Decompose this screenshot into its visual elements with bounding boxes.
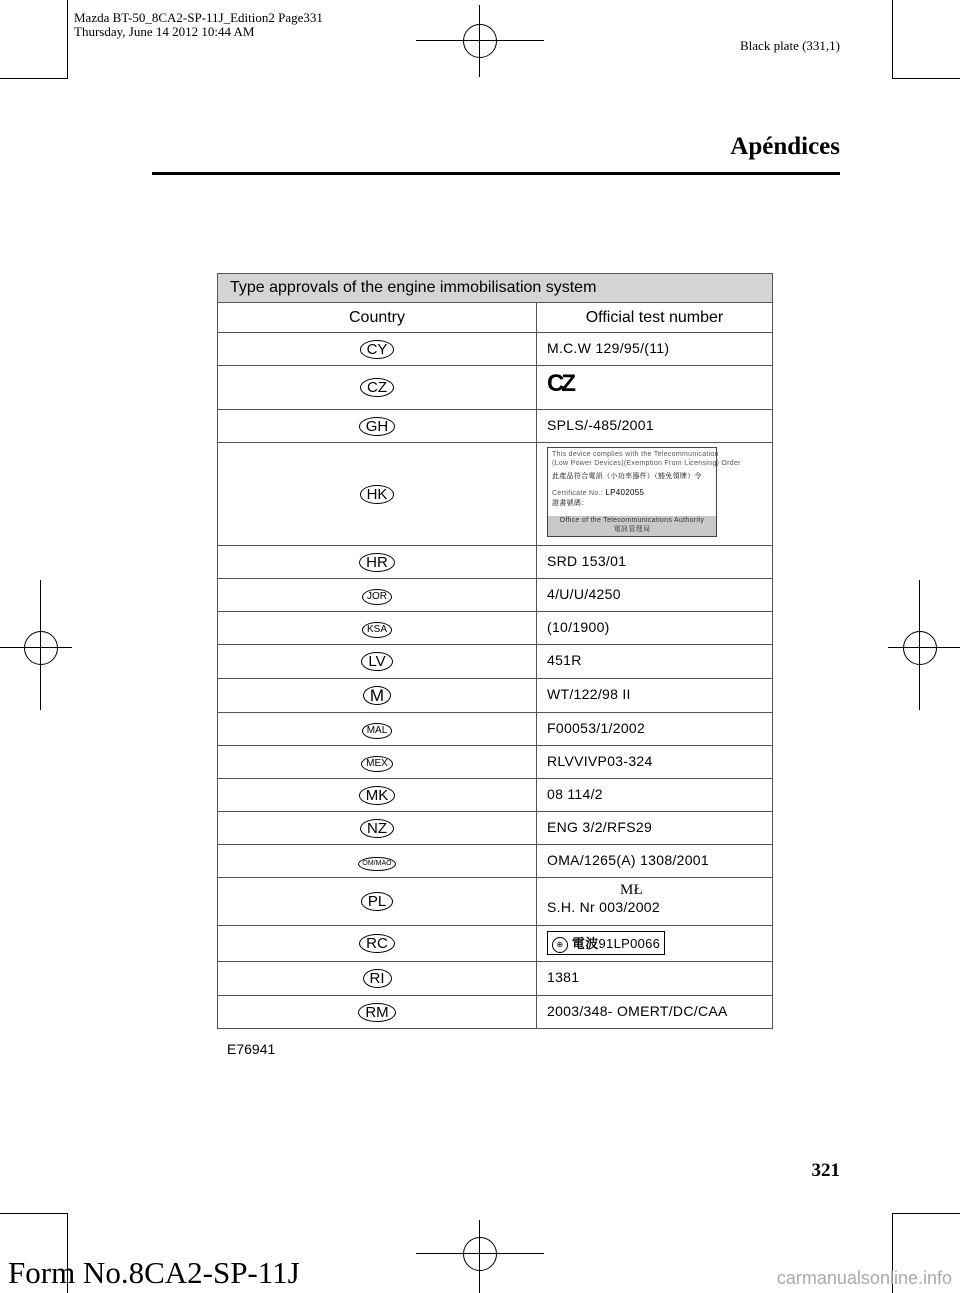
country-code: NZ [360, 819, 394, 838]
column-header-country: Country [218, 303, 537, 333]
table-row [218, 679, 773, 713]
country-code: RI [363, 969, 392, 988]
table-row [218, 996, 773, 1029]
crop-mark [892, 0, 893, 78]
figure-id: E76941 [227, 1041, 276, 1057]
country-code: KSA [362, 622, 392, 638]
test-number: SPLS/-485/2001 [537, 410, 773, 443]
country-code: LV [361, 652, 392, 671]
table-row [218, 713, 773, 746]
seal-icon: ⊕ [552, 937, 568, 953]
test-number: OMA/1265(A) 1308/2001 [537, 845, 773, 878]
registration-circle [463, 24, 497, 58]
test-number: M.C.W 129/95/(11) [537, 333, 773, 366]
country-code: M [363, 686, 391, 705]
print-header-line2: Thursday, June 14 2012 10:44 AM [74, 24, 255, 39]
table-row [218, 546, 773, 579]
country-code: CY [360, 340, 395, 359]
table-row [218, 845, 773, 878]
country-code: RC [359, 934, 395, 953]
crop-mark [892, 1213, 960, 1214]
test-number: F00053/1/2002 [537, 713, 773, 746]
table-row [218, 962, 773, 996]
country-code: MAL [362, 723, 393, 739]
country-code: MK [359, 786, 396, 805]
test-number: 08 114/2 [537, 779, 773, 812]
title-rule [152, 172, 840, 175]
test-number: 2003/348- OMERT/DC/CAA [537, 996, 773, 1029]
test-number: 4/U/U/4250 [537, 579, 773, 612]
table-row [218, 443, 773, 546]
table-title: Type approvals of the engine immobilisation system [218, 274, 773, 303]
form-number: Form No.8CA2-SP-11J [8, 1255, 300, 1290]
table-row [218, 746, 773, 779]
country-code: JOR [362, 589, 392, 605]
country-code: PL [361, 892, 393, 911]
page-number: 321 [811, 1160, 840, 1181]
country-code: MEX [361, 756, 393, 772]
crop-mark [67, 0, 68, 78]
hk-certificate-label: This device complies with the Telecommunication (Low Power Devices)(Exemption From Licensing) Order 此產品符合電訊（小功率器件）（豁免領牌）令 Certificate No.: LP402055 證書號碼： Office of the Telecommunications Authority 電訊管理局 [547, 447, 717, 537]
table-row [218, 926, 773, 962]
test-number: (10/1900) [537, 612, 773, 645]
country-code: RM [358, 1003, 395, 1022]
country-code: HR [359, 553, 395, 572]
table-row [218, 366, 773, 410]
table-row [218, 410, 773, 443]
test-number: SRD 153/01 [537, 546, 773, 579]
table-row [218, 878, 773, 926]
column-header-test-number: Official test number [537, 303, 773, 333]
print-header-line1: Mazda BT-50_8CA2-SP-11J_Edition2 Page331 [74, 10, 323, 25]
registration-circle [463, 1237, 497, 1271]
table-row [218, 645, 773, 679]
test-number: 91LP0066 [598, 936, 661, 951]
test-number: 451R [537, 645, 773, 679]
plate-label: Black plate (331,1) [740, 38, 840, 53]
country-code: OM/MAO [358, 857, 395, 871]
test-number: ENG 3/2/RFS29 [537, 812, 773, 845]
test-number: RLVVIVP03-324 [537, 746, 773, 779]
test-number: 1381 [537, 962, 773, 996]
country-code: HK [360, 485, 395, 504]
test-number: S.H. Nr 003/2002 [547, 899, 660, 915]
crop-mark [0, 1213, 68, 1214]
table-row [218, 812, 773, 845]
country-code: CZ [360, 378, 394, 397]
country-code: GH [359, 417, 396, 436]
section-title: Apéndices [730, 133, 840, 160]
rc-approval-label: ⊕ 電波91LP0066 [547, 931, 665, 955]
crop-mark [892, 78, 960, 79]
cz-approval-logo: CZ [547, 370, 573, 397]
table-row [218, 579, 773, 612]
crop-mark [0, 78, 68, 79]
pl-mark: MŁ [620, 882, 644, 898]
type-approvals-table [217, 273, 773, 1029]
test-number: WT/122/98 II [537, 679, 773, 713]
registration-circle [24, 631, 58, 665]
table-row [218, 612, 773, 645]
table-row [218, 333, 773, 366]
watermark: carmanualsonline.info [776, 1268, 952, 1288]
registration-circle [903, 631, 937, 665]
table-row [218, 779, 773, 812]
